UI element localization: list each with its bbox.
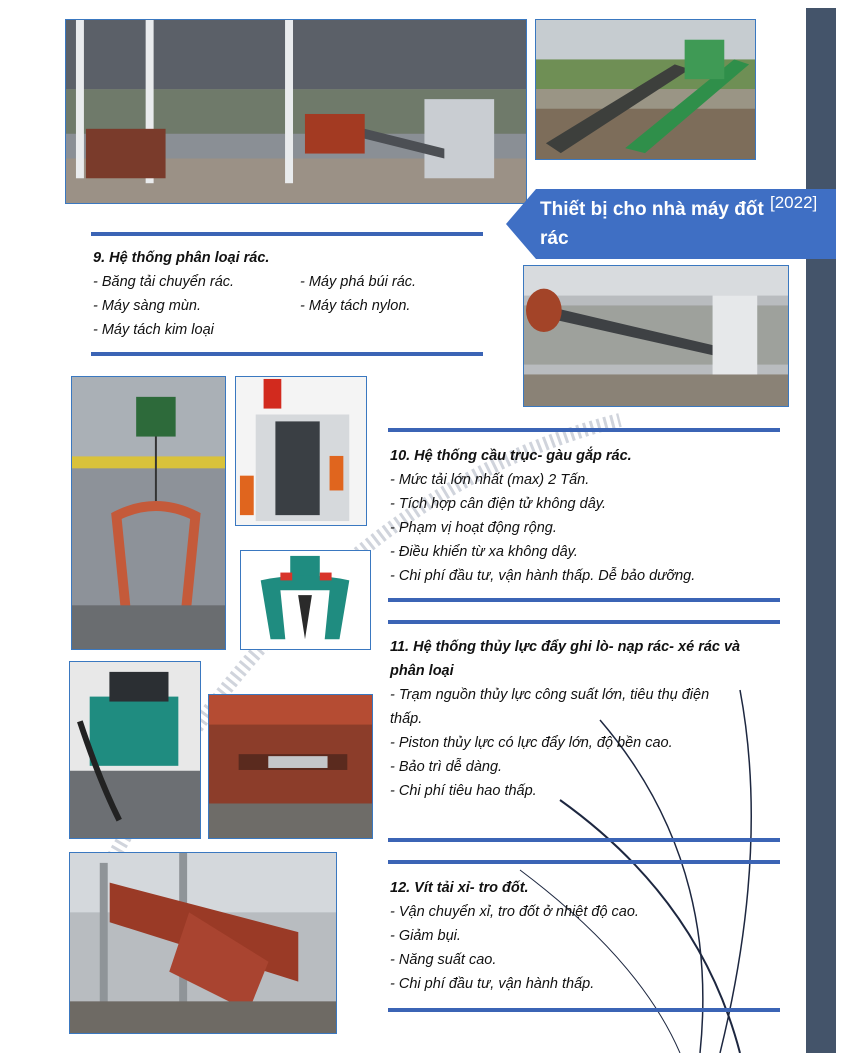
section-11-bottom-rule (388, 838, 780, 842)
section-9-top-rule (91, 232, 483, 236)
section-10-item: - Chi phí đầu tư, vận hành thấp. Dễ bảo dưỡng. (390, 568, 696, 584)
section-12-top-rule (388, 860, 780, 864)
section-12-item: - Năng suất cao. (390, 952, 497, 968)
section-11-top-rule (388, 620, 780, 624)
right-sidebar-stripe (806, 8, 836, 1053)
section-9-bottom-rule (91, 352, 483, 356)
document-banner (506, 189, 836, 259)
hydraulic-power-unit-photo (69, 661, 201, 839)
section-9-title: 9. Hệ thống phân loại rác. (93, 250, 270, 266)
grab-bucket-photo (240, 550, 371, 650)
section-10-item: - Mức tải lớn nhất (max) 2 Tấn. (390, 472, 590, 488)
section-11-title-line-1: 11. Hệ thống thủy lực đẩy ghi lò- nạp rác- xé rác và (390, 639, 741, 655)
section-10-title: 10. Hệ thống cầu trục- gàu gắp rác. (390, 448, 632, 464)
section-11-item: thấp. (390, 711, 423, 727)
section-12-item: - Giảm bụi. (390, 928, 461, 944)
crane-grab-photo (71, 376, 226, 650)
section-10-item: - Phạm vị hoạt động rộng. (390, 520, 557, 536)
control-cabinet-photo (235, 376, 367, 526)
section-11-item: - Trạm nguồn thủy lực công suất lớn, tiêu thụ điện (390, 687, 710, 703)
slag-screw-conveyor-photo (69, 852, 337, 1034)
banner-year: [2022] (770, 193, 818, 212)
banner-title: Thiết bị cho nhà máy đốt rác (540, 199, 764, 249)
sorting-line-photo (523, 265, 789, 407)
section-9-item: - Máy phá búi rác. (300, 274, 417, 290)
section-11-item: - Piston thủy lực có lực đẩy lớn, độ bền cao. (390, 735, 673, 751)
section-10-bottom-rule (388, 598, 780, 602)
section-10-item: - Tích hợp cân điện tử không dây. (390, 496, 606, 512)
section-12-item: - Chi phí đầu tư, vận hành thấp. (390, 976, 595, 992)
section-10-top-rule (388, 428, 780, 432)
factory-conveyor-photo-2 (535, 19, 756, 160)
hydraulic-piston-photo (208, 694, 373, 839)
section-9-item: - Băng tải chuyển rác. (93, 274, 235, 290)
section-9-item: - Máy tách nylon. (300, 298, 411, 314)
section-11-item: - Bảo trì dễ dàng. (390, 759, 503, 775)
section-12-title: 12. Vít tải xỉ- tro đốt. (390, 880, 529, 896)
section-9-item: - Máy sàng mùn. (93, 298, 201, 314)
section-9-item: - Máy tách kim loại (93, 322, 214, 338)
section-12-bottom-rule (388, 1008, 780, 1012)
section-10-item: - Điều khiển từ xa không dây. (390, 544, 578, 560)
section-11-title-line-2: phân loại (390, 663, 454, 679)
section-12-item: - Vận chuyển xỉ, tro đốt ở nhiệt độ cao. (390, 904, 639, 920)
section-11-item: - Chi phí tiêu hao thấp. (390, 783, 537, 799)
factory-conveyor-photo-1 (65, 19, 527, 204)
